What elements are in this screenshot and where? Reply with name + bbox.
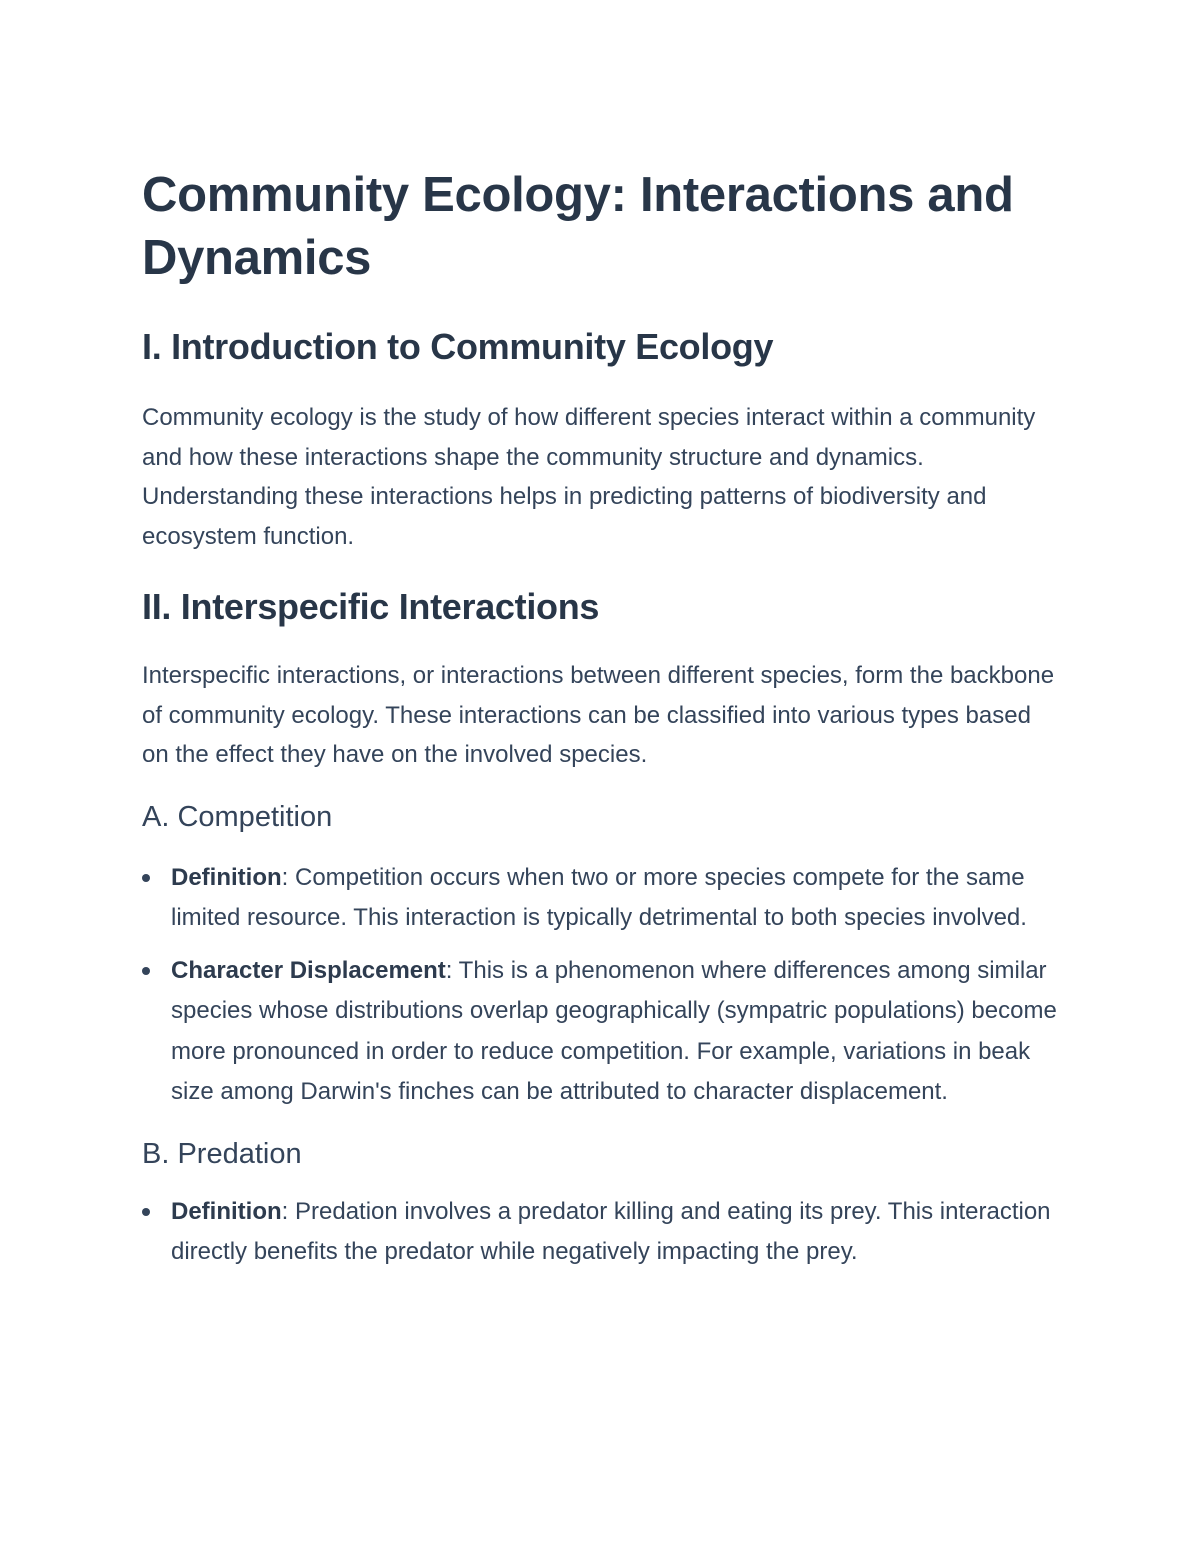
section-body-introduction: Community ecology is the study of how different species interact within a community and how these interactions shape the community structure and dynamics. Understanding these interactions helps in predicting patterns of biodiversity and ecosystem function. [142, 404, 1036, 550]
list-item-term: Definition [171, 863, 282, 891]
list-item [142, 951, 1062, 1113]
subsection-heading-predation: B. Predation [142, 1137, 302, 1170]
list-item-term: Character Displacement [171, 956, 446, 984]
predation-list [142, 1192, 1062, 1273]
subsection-heading-competition: A. Competition [142, 800, 333, 833]
section-heading-introduction: I. Introduction to Community Ecology [142, 326, 774, 367]
list-item-text: : Predation involves a predator killing and eating its prey. This interaction directly benefits the predator while negatively impacting the prey. [171, 1197, 1051, 1265]
document-page [142, 164, 1062, 1273]
section-heading-interspecific: II. Interspecific Interactions [142, 586, 600, 627]
section-body-interspecific: Interspecific interactions, or interactions between different species, form the backbone of community ecology. These interactions can be classified into various types based on the effect they have on the involved species. [142, 662, 1055, 768]
list-item-term: Definition [171, 1197, 282, 1225]
list-item-text: : Competition occurs when two or more species compete for the same limited resource. This interaction is typically detrimental to both species involved. [171, 863, 1027, 931]
list-item [142, 858, 1062, 939]
document-title: Community Ecology: Interactions and Dynamics [142, 168, 1014, 285]
list-item [142, 1192, 1062, 1273]
bullet-icon [142, 967, 150, 975]
bullet-icon [142, 1208, 150, 1216]
bullet-icon [142, 874, 150, 882]
competition-list [142, 858, 1062, 1113]
list-item-text: : This is a phenomenon where differences among similar species whose distributions overlap geographically (sympatric populations) become more pronounced in order to reduce competition. For example, variations in beak size among Darwin's finches can be attributed to character displacement. [171, 956, 1057, 1105]
